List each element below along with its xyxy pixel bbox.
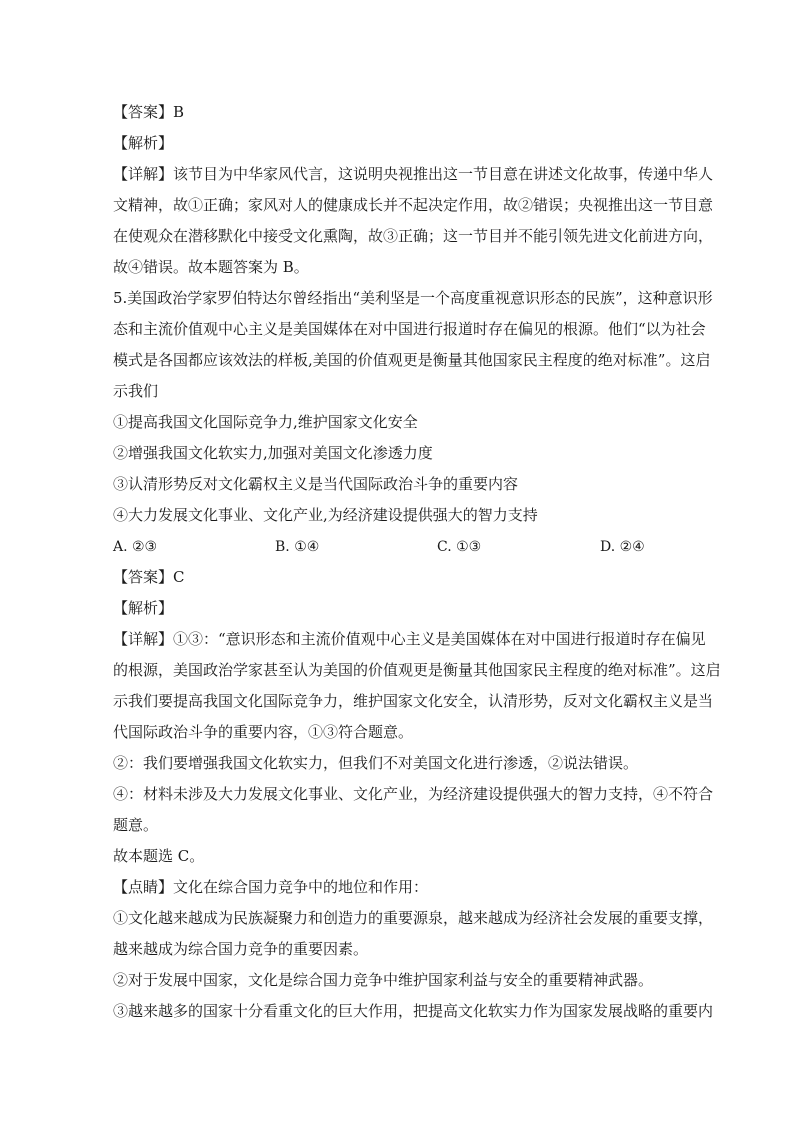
q5-tip-line: ②对于发展中国家，文化是综合国力竞争中维护国家利益与安全的重要精神武器。 — [113, 971, 654, 989]
q5-detail-line: 示我们要提高我国文化国际竞争力，维护国家文化安全，认清形势，反对文化霸权主义是当 — [113, 692, 714, 710]
q5-statement: ③认清形势反对文化霸权主义是当代国际政治斗争的重要内容 — [113, 475, 519, 493]
q5-detail-line: ④：材料未涉及大力发展文化事业、文化产业，为经济建设提供强大的智力支持，④不符合 — [113, 785, 714, 803]
q5-detail-line: 代国际政治斗争的重要内容，①③符合题意。 — [113, 723, 414, 741]
q5-option-c: C. ①③ — [437, 539, 482, 555]
q5-tip-line: 【点睛】文化在综合国力竞争中的地位和作用： — [113, 878, 429, 896]
q5-option-b: B. ①④ — [275, 539, 320, 555]
q5-stem-line: 模式是各国都应该效法的样板,美国的价值观更是衡量其他国家民主程度的绝对标准”。这启 — [113, 351, 711, 369]
q4-answer: 【答案】B — [113, 103, 185, 121]
q5-tip-line: 越来越成为综合国力竞争的重要因素。 — [113, 940, 369, 958]
q4-analysis-title: 【解析】 — [113, 134, 174, 152]
q5-stem-line: 5.美国政治学家罗伯特达尔曾经指出“美利坚是一个高度重视意识形态的民族”，这种意识形 — [113, 289, 713, 307]
q5-tip-line: ①文化越来越成为民族凝聚力和创造力的重要源泉，越来越成为经济社会发展的重要支撑， — [113, 909, 714, 927]
q4-detail-line: 文精神，故①正确；家风对人的健康成长并不起决定作用，故②错误；央视推出这一节目意 — [113, 196, 714, 214]
q5-detail-line: 题意。 — [113, 816, 159, 834]
q5-tip-line: ③越来越多的国家十分看重文化的巨大作用，把提高文化软实力作为国家发展战略的重要内 — [113, 1002, 714, 1020]
q5-statement: ②增强我国文化软实力,加强对美国文化渗透力度 — [113, 444, 433, 462]
q5-option-d: D. ②④ — [600, 539, 645, 555]
q5-statement: ④大力发展文化事业、文化产业,为经济建设提供强大的智力支持 — [113, 506, 538, 524]
q5-stem-line: 态和主流价值观中心主义是美国媒体在对中国进行报道时存在偏见的根源。他们“以为社会 — [113, 320, 706, 338]
q5-analysis-title: 【解析】 — [113, 599, 174, 617]
q5-option-a: A. ②③ — [113, 539, 158, 555]
q5-detail-line: 的根源，美国政治学家甚至认为美国的价值观更是衡量其他国家民主程度的绝对标准”。这启 — [113, 661, 721, 679]
q4-detail-line: 【详解】该节目为中华家风代言，这说明央视推出这一节目意在讲述文化故事，传递中华人 — [113, 165, 714, 183]
q5-detail-line: 【详解】①③：“意识形态和主流价值观中心主义是美国媒体在对中国进行报道时存在偏见 — [113, 630, 706, 648]
q5-answer: 【答案】C — [113, 568, 185, 586]
q5-statement: ①提高我国文化国际竞争力,维护国家文化安全 — [113, 413, 418, 431]
q5-detail-line: ②：我们要增强我国文化软实力，但我们不对美国文化进行渗透，②说法错误。 — [113, 754, 639, 772]
q4-detail-line: 在使观众在潜移默化中接受文化熏陶，故③正确；这一节目并不能引领先进文化前进方向， — [113, 227, 714, 245]
q5-stem-line: 示我们 — [113, 382, 159, 400]
q5-detail-line: 故本题选 C。 — [113, 847, 205, 865]
q4-detail-line: 故④错误。故本题答案为 B。 — [113, 258, 309, 276]
